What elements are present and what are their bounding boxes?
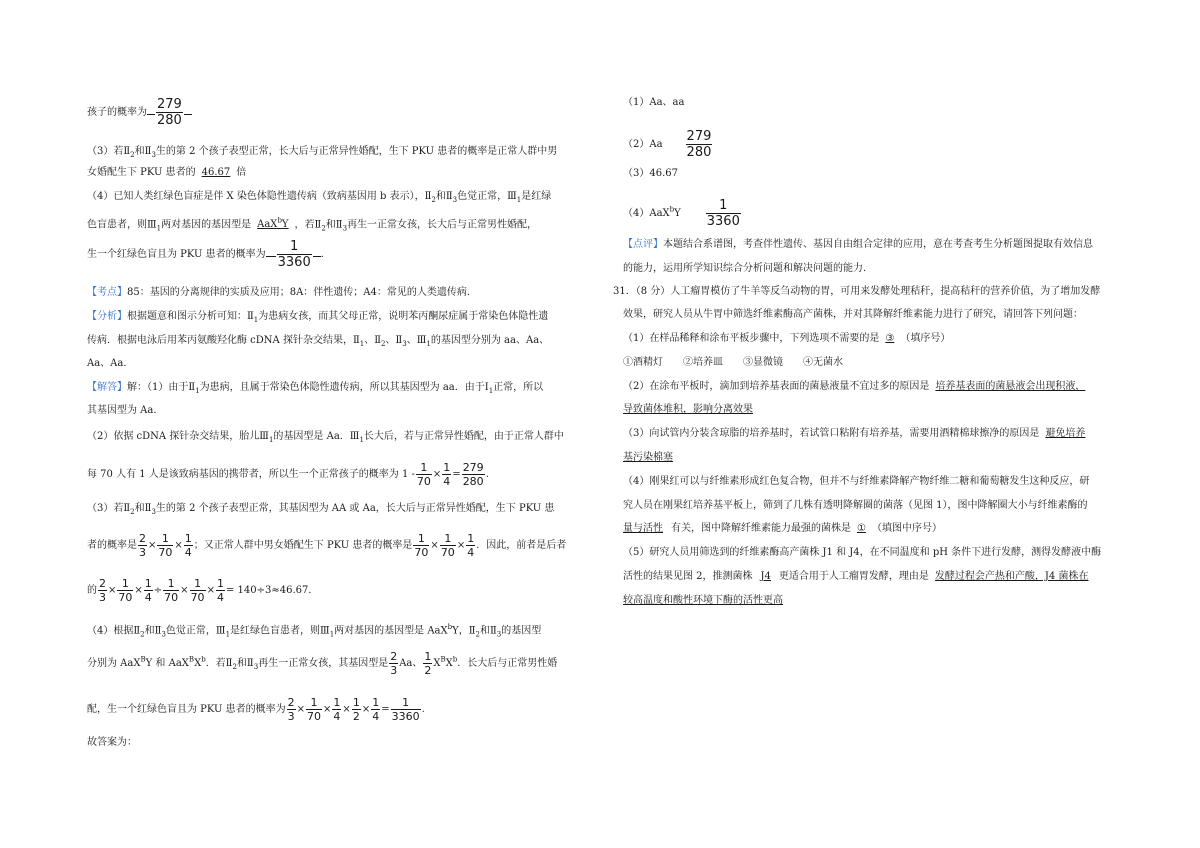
fraction: $\frac{1}{2}$ bbox=[352, 696, 360, 723]
fraction: $\frac{1}{4}$ bbox=[333, 696, 341, 723]
fraction: $\frac{2}{3}$ bbox=[287, 696, 295, 723]
text-line: Aa、Aa． bbox=[87, 358, 134, 369]
fraction: $\frac{1}{70}$ bbox=[414, 532, 429, 559]
text-line: 每 70 人有 1 人是该致病基因的携带者，所以生一个正常孩子的概率为 1 - $\frac{1}{70}$ × $\frac{1}{4}$ = $\frac{279}{280}$ . bbox=[87, 461, 489, 488]
fraction: $\frac{2}{3}$ bbox=[390, 650, 398, 677]
fraction: $\frac{1}{70}$ bbox=[440, 532, 455, 559]
text-line bbox=[623, 594, 793, 608]
text-line: 分别为 AaX$^B$Y 和 $AaX^BX^b$．若$Ⅱ_2$和$Ⅱ_3$再生一正常女孩，其基因型是 $\frac{2}{3}$ Aa、 $\frac{1}{2}$ $X^BX^b$．长大后与正常男性婚 bbox=[87, 650, 558, 677]
answer-blank: 避免培养 bbox=[1045, 428, 1086, 439]
answer-line: （3）46.67 bbox=[623, 168, 678, 179]
text-line: 故答案为： bbox=[87, 737, 137, 748]
text-line: （4）已知人类红绿色盲症是伴 X 染色体隐性遗传病（致病基因用 b 表示），$Ⅱ_2$和$Ⅱ_3$色觉正常，$Ⅲ_1$是红绿 bbox=[87, 191, 552, 204]
text-line: （2）在涂布平板时，滴加到培养基表面的菌悬液量不宜过多的原因是 培养基表面的菌悬液会出现积液， bbox=[623, 381, 1086, 392]
answer-blank: AaX$^b$Y bbox=[257, 217, 289, 231]
kaodian-tag: 【考点】 bbox=[87, 287, 127, 298]
text-line: 配，生一个红绿色盲且为 PKU 患者的概率为 $\frac{2}{3}$ × $\frac{1}{70}$ × $\frac{1}{4}$ × $\frac{1}{2}$ × $\frac{1}{4}$ = $\frac{1}{3360}$ . bbox=[87, 696, 425, 723]
answer-blank: 导致菌体堆积，影响分离效果 bbox=[623, 404, 753, 415]
fraction: $\frac{1}{70}$ bbox=[416, 461, 431, 488]
text-line bbox=[623, 451, 673, 465]
fraction: $\frac{1}{4}$ bbox=[443, 461, 451, 488]
text-line: 【考点】85：基因的分离规律的实质及应用；8A：伴性遗传；A4：常见的人类遗传病． bbox=[87, 287, 477, 298]
answer-blank: 量与活性 bbox=[623, 523, 663, 534]
fraction: $\frac{279}{280}$ bbox=[462, 461, 484, 488]
answer-line: （4）AaX$^b$Y $\frac{1}{3360}$ bbox=[623, 198, 740, 229]
answer-blank: ① bbox=[857, 523, 866, 534]
fraction: $\frac{1}{3360}$ bbox=[391, 696, 420, 723]
text-line: 者的概率是 $\frac{2}{3}$ × $\frac{1}{70}$ × $\frac{1}{4}$ ；又正常人群中男女婚配生下 PKU 患者的概率是 $\frac{1}{70}$ × $\frac{1}{70}$ × $\frac{1}{4}$ ．因此，前者是后者 bbox=[87, 532, 567, 559]
fraction: $\frac{1}{4}$ bbox=[216, 577, 224, 604]
text-line: （3）若$Ⅱ_2$和$Ⅱ_3$生的第 2 个孩子表型正常，其基因型为 AA 或 Aa，长大后与正常异性婚配，生下 PKU 患 bbox=[87, 503, 555, 516]
fraction: $\frac{1}{2}$ bbox=[424, 650, 432, 677]
answer-blank: ③ bbox=[885, 333, 895, 344]
fraction: $\frac{279}{280}$ bbox=[157, 97, 182, 128]
answer-blank: 基污染棉塞 bbox=[623, 452, 673, 463]
text-line: 传病．根据电泳后用苯丙氨酸羟化酶 cDNA 探针杂交结果，$Ⅱ_1$、$Ⅱ_2$、$Ⅱ_3$、$Ⅲ_1$的基因型分别为 aa、Aa、 bbox=[87, 335, 550, 348]
question-31: 31．（8 分）人工瘤胃模仿了牛羊等反刍动物的胃，可用来发酵处理秸秆，提高秸秆的营养价值，为了增加发酵 bbox=[613, 286, 1101, 297]
text-line: 效果，研究人员从牛胃中筛选纤维素酶高产菌株，并对其降解纤维素能力进行了研究，请回答下列问题： bbox=[623, 309, 1083, 320]
fraction: $\frac{1}{4}$ bbox=[184, 532, 192, 559]
fraction: $\frac{1}{4}$ bbox=[144, 577, 152, 604]
fraction: $\frac{1}{3360}$ bbox=[706, 198, 740, 229]
text-line: 的能力，运用所学知识综合分析问题和解决问题的能力． bbox=[623, 263, 873, 274]
fraction: $\frac{2}{3}$ bbox=[99, 577, 106, 604]
text-line: （1）在样品稀释和涂布平板步骤中，下列选项不需要的是 ③ （填序号） bbox=[623, 333, 951, 344]
options-line: ①酒精灯 ②培养皿 ③显微镜 ④无菌水 bbox=[623, 357, 843, 368]
text-line: 女婚配生下 PKU 患者的 46.67 倍 bbox=[87, 167, 247, 178]
fraction: $\frac{1}{4}$ bbox=[372, 696, 380, 723]
text-line: 色盲患者，则$Ⅲ_1$两对基因的基因型是 AaX$^b$Y ，若$Ⅱ_2$和$Ⅱ_3$再生一正常女孩，长大后与正常男性婚配， bbox=[87, 217, 538, 233]
answer-blank: J4 bbox=[760, 571, 771, 582]
fraction: $\frac{279}{280}$ bbox=[686, 129, 712, 160]
answer-blank: 发酵过程会产热和产酸，J4 菌株在 bbox=[934, 571, 1089, 582]
text-line: 量与活性 有关，图中降解纤维素能力最强的菌株是 ① （填图中序号） bbox=[623, 523, 942, 534]
text-line: 【解答】解：（1）由于$Ⅱ_1$为患病，且属于常染色体隐性遗传病，所以其基因型为 aa．由于$Ⅰ_1$正常，所以 bbox=[87, 382, 544, 395]
text-line: 【分析】根据题意和图示分析可知：$Ⅱ_1$为患病女孩，而其父母正常，说明苯丙酮尿症属于常染色体隐性遗 bbox=[87, 311, 549, 324]
text-line: （4）根据$Ⅱ_2$和$Ⅱ_3$色觉正常，$Ⅲ_1$是红绿色盲患者，则$Ⅲ_1$两对基因的基因型是 AaX$^b$Y，$Ⅱ_2$和$Ⅱ_3$的基因型 bbox=[87, 623, 542, 639]
fenxi-tag: 【分析】 bbox=[87, 311, 127, 322]
text-line: （5）研究人员用筛选到的纤维素酶高产菌株 J1 和 J4，在不同温度和 pH 条件下进行发酵，测得发酵液中酶 bbox=[623, 547, 1102, 558]
text: 孩子的概率为 bbox=[87, 107, 147, 118]
text-line bbox=[87, 98, 192, 127]
fraction: $\frac{1}{70}$ bbox=[158, 532, 173, 559]
answer-blank: 46.67 bbox=[201, 167, 231, 178]
fraction: $\frac{1}{70}$ bbox=[307, 696, 322, 723]
text-line: （3）向试管内分装含琼脂的培养基时，若试管口粘附有培养基，需要用酒精棉球擦净的原因是 避免培养 bbox=[623, 428, 1086, 439]
text-line: 其基因型为 Aa． bbox=[87, 405, 164, 416]
text-line: （3）若$Ⅱ_2$和$Ⅱ_3$生的第 2 个孩子表型正常，长大后与正常异性婚配，生下 PKU 患者的概率是正常人群中男 bbox=[87, 146, 558, 159]
text-line: 活性的结果见图 2，推测菌株 J4 更适合用于人工瘤胃发酵，理由是 发酵过程会产热和产酸，J4 菌株在 bbox=[623, 571, 1089, 582]
text-line: 生一个红绿色盲且为 PKU 患者的概率为 $\frac{1}{3360}$ ． bbox=[87, 239, 331, 270]
answer-line: （2）Aa $\frac{279}{280}$ bbox=[623, 129, 712, 160]
fraction: $\frac{1}{70}$ bbox=[190, 577, 205, 604]
text-line: 的 $\frac{2}{3}$ × $\frac{1}{70}$ × $\frac{1}{4}$ ÷ $\frac{1}{70}$ × $\frac{1}{70}$ × $\frac{1}{4}$ = 140÷3≈46.67． bbox=[87, 577, 319, 604]
answer-blank: 培养基表面的菌悬液会出现积液， bbox=[935, 381, 1086, 392]
text: （3）若Ⅱ bbox=[87, 146, 131, 157]
fraction: $\frac{1}{3360}$ bbox=[277, 239, 311, 270]
fraction: $\frac{2}{3}$ bbox=[139, 532, 146, 559]
answer-blank: 较高温度和酸性环境下酶的活性更高 bbox=[623, 595, 783, 606]
jieda-tag: 【解答】 bbox=[87, 382, 127, 393]
text-line bbox=[623, 403, 765, 417]
fraction: $\frac{1}{70}$ bbox=[164, 577, 179, 604]
text-line: （2）依据 cDNA 探针杂交结果，胎儿$Ⅲ_1$的基因型是 Aa．$Ⅲ_1$长大后，若与正常异性婚配，由于正常人群中 bbox=[87, 431, 564, 444]
text-line: 【点评】本题结合系谱图，考查伴性遗传、基因自由组合定律的应用，意在考查考生分析题图提取有效信息 bbox=[623, 239, 1093, 250]
fraction: $\frac{1}{4}$ bbox=[467, 532, 475, 559]
fraction: $\frac{1}{70}$ bbox=[118, 577, 133, 604]
text-line: （4）刚果红可以与纤维素形成红色复合物，但并不与纤维素降解产物纤维二糖和葡萄糖发生这种反应，研 bbox=[623, 476, 1090, 487]
dianping-tag: 【点评】 bbox=[623, 239, 663, 250]
text-line: 究人员在刚果红培养基平板上，筛到了几株有透明降解圈的菌落（见图 1），图中降解圈大小与纤维素酶的 bbox=[623, 500, 1088, 511]
answer-line: （1）Aa、aa bbox=[623, 97, 685, 108]
